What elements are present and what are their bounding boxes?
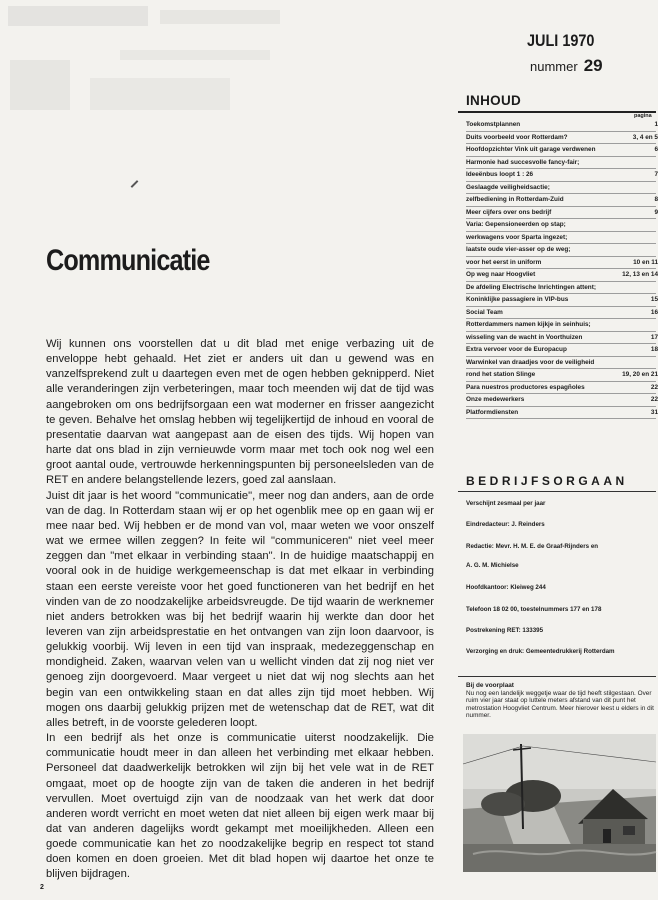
toc-item-title: Toekomstplannen [466, 121, 521, 128]
toc-item [466, 369, 656, 382]
issue-date: JULI 1970 [527, 31, 595, 50]
toc-item-title: Social Team [466, 308, 503, 316]
toc-item-title: Platformdiensten [466, 408, 519, 416]
toc-item-title: zelfbediening in Rotterdam-Zuid [466, 196, 564, 203]
colophon-line: Eindredacteur: J. Reinders [466, 521, 545, 528]
table-of-contents [466, 119, 656, 419]
cover-photo-image [463, 734, 656, 872]
toc-item-title: De afdeling Electrische Inrichtingen attent; [466, 283, 596, 291]
colophon-line: Telefoon 18 02 00, toestelnummers 177 en 178 [466, 606, 602, 613]
toc-item [466, 307, 656, 320]
toc-item-page: 17 [650, 333, 658, 341]
toc-item [466, 394, 656, 407]
toc-item-title: Warwinkel van draadjes voor de veiligheid [466, 358, 595, 366]
toc-item [466, 332, 656, 345]
article-title: Communicatie [46, 244, 210, 277]
toc-item-page: 31 [650, 408, 658, 416]
toc-item-page: 9 [654, 208, 658, 216]
toc-item-page: 18 [650, 346, 658, 353]
toc-item-title: Harmonie had succesvolle fancy-fair; [466, 158, 580, 166]
toc-item-page: 19, 20 en 21 [622, 371, 658, 378]
toc-item [466, 182, 656, 195]
colophon-line: A. G. M. Michielse [466, 562, 519, 569]
toc-item-title: Extra vervoer voor de Europacup [466, 346, 567, 353]
article-paragraph: In een bedrijf als het onze is communicatie uiterst noodzakelijk. Die communicatie houdt meer in dan alleen het verbinding met elkaar hebben. Personeel dat daadwerkelijk betrokken wil zijn bij het vele wat in de RET omgaat, moet op de hoogte zijn van de taken die anderen in het bedrijf vervullen. Moet overtuigd zijn van de noodzaak van het werk dat door anderen wordt verricht en moet weten dat niet alleen bij eigen werk maar bij dat van anderen dagelijks wordt gekampt met moeilijkheden. Alleen een goede communicatie kan het zo noodzakelijke begrip en respect tot stand doen komen en doen groeien. Met dit blad hopen wij daartoe het onze te blijven bijdragen. [46, 732, 434, 881]
colophon-divider [458, 491, 656, 492]
caption-divider [458, 676, 656, 677]
toc-item [466, 319, 656, 332]
toc-item [466, 344, 656, 357]
toc-item-page: 16 [650, 308, 658, 316]
toc-item-title: Onze medewerkers [466, 396, 525, 403]
colophon-line: Redactie: Mevr. H. M. E. de Graaf-Rijnders en [466, 543, 599, 550]
toc-item [466, 119, 656, 132]
article-paragraph: Juist dit jaar is het woord "communicatie", meer nog dan anders, aan de orde van de dag. In Rotterdam staan wij er op het ogenblik mee op en gaan wij er mee naar bed. Wij hebben er de mond van vol, maar weten we voor onszelf wat we ermee willen zeggen? In feite wil "communiceren" niet veel meer zeggen dan "met elkaar in verbinding staan". In de huidige maatschappij en vooral ook in de huidige werkgemeenschap is dat met elkaar in verbinding staan een eerste vereiste voor het goed functioneren van het bedrijf en het vinden van de zo noodzakelijke arbeidsvreugde. De tijd waarin de werknemer niet anders betrokken was bij het bedrijf waarin hij werkte dan door het leveren van zijn arbeidsprestatie en het ontvangen van zijn loon daarvoor, is gelukkig voorbij. Wij leven in een tijd van inspraak, medezeggenschap en mondigheid. Zaken, waarvan velen van u wellicht vinden dat zij nog niet ver genoeg zijn doorgevoerd. Maar vergeet u niet dat wij nog slechts aan het begin van een ontwikkeling staan en dat alles zijn tijd moet hebben. Wij mogen ons daarbij gelukkig prijzen met de wetenschap dat de RET, wat dit alles betreft, in de voorste gelederen loopt. [46, 489, 434, 729]
faint-print-through [0, 0, 310, 150]
toc-item-page: 22 [650, 396, 658, 403]
colophon-line: Postrekening RET: 133395 [466, 627, 544, 634]
toc-item [466, 207, 656, 220]
toc-item [466, 194, 656, 207]
toc-item-title: Meer cijfers over ons bedrijf [466, 208, 552, 216]
colophon-title: BEDRIJFSORGAAN [466, 474, 628, 488]
toc-item-title: Para nuestros productores espagñoles [466, 383, 585, 391]
toc-title: INHOUD [466, 93, 522, 108]
toc-item-title: Op weg naar Hoogvliet [466, 271, 536, 278]
toc-item-title: werkwagens voor Sparta ingezet; [466, 233, 568, 241]
article-paragraph: Wij kunnen ons voorstellen dat u dit blad met enige verbazing uit de enveloppe hebt gehaald. Het ziet er anders uit dan u gewend was en vanzelfsprekend zult u daartegen even met de ogen hebben geknipperd. Niet alle veranderingen zijn verbeteringen, maar toch meenden wij dat de tijd was aangebroken om ons bedrijfsorgaan een wat moderner en frisser aangezicht te geven. Behalve het omslag hebben wij tegelijkertijd de inhoud en vooral de presentatie daarvan wat aangepast aan de eisen des tijds. Wij hopen van harte dat ons blad in zijn vernieuwde vorm maar met toch ook nog wel een groot aantal oude, vertrouwde herkenningspunten bij personeelsleden van de RET en andere belangstellende lezers, goed zal aanslaan. [46, 338, 434, 487]
cover-caption-title: Bij de voorplaat [466, 682, 514, 689]
toc-item-page: 15 [650, 296, 658, 303]
toc-item-title: Koninklijke passagiere in VIP-bus [466, 296, 569, 303]
toc-item [466, 382, 656, 395]
toc-item [466, 219, 656, 232]
toc-item-title: voor het eerst in uniform [466, 258, 542, 266]
toc-item-page: 1 [654, 121, 658, 128]
toc-item-title: wisseling van de wacht in Voorthuizen [466, 333, 583, 341]
toc-item [466, 157, 656, 170]
colophon-line: Hoofdkantoor: Kleiweg 244 [466, 584, 546, 591]
stray-mark [131, 180, 139, 188]
page-number: 2 [40, 884, 44, 891]
toc-item [466, 357, 656, 370]
toc-item [466, 144, 656, 157]
toc-item-title: Ideeënbus loopt 1 : 26 [466, 171, 534, 178]
toc-item-title: Hoofdopzichter Vink uit garage verdwenen [466, 146, 596, 153]
toc-item [466, 132, 656, 145]
toc-item [466, 244, 656, 257]
toc-page-label: pagina [634, 113, 652, 119]
toc-item [466, 232, 656, 245]
cover-caption [466, 682, 656, 720]
toc-item [466, 269, 656, 282]
toc-item-page: 7 [654, 171, 658, 178]
toc-item [466, 257, 656, 270]
toc-item-page: 22 [650, 383, 658, 391]
toc-item-title: Geslaagde veiligheidsactie; [466, 183, 550, 191]
cover-photo [463, 734, 656, 872]
article-body [46, 337, 434, 883]
toc-item-title: Varia: Gepensioneerden op stap; [466, 221, 566, 228]
toc-item-page: 6 [654, 146, 658, 153]
toc-item [466, 169, 656, 182]
toc-item-page: 8 [654, 196, 658, 203]
toc-item-title: Duits voorbeeld voor Rotterdam? [466, 133, 568, 141]
toc-divider [458, 111, 656, 113]
toc-item [466, 294, 656, 307]
cover-caption-text: Nu nog een landelijk weggetje waar de tijd heeft stilgestaan. Over ruim vier jaar staat op luttele meters afstand van dit punt het metrostation Hoogvliet Centrum. Meer hierover leest u elders in dit nummer. [466, 689, 654, 720]
toc-item-title: laatste oude vier-asser op de weg; [466, 246, 571, 253]
toc-item-page: 10 en 11 [633, 258, 658, 266]
colophon-line: Verschijnt zesmaal per jaar [466, 500, 546, 507]
toc-item-title: Rotterdammers namen kijkje in seinhuis; [466, 321, 591, 328]
issue-number-value: 29 [583, 56, 603, 75]
issue-number [530, 56, 603, 76]
toc-item [466, 407, 656, 420]
toc-item [466, 282, 656, 295]
colophon-line: Verzorging en druk: Gemeentedrukkerij Rotterdam [466, 648, 615, 655]
toc-item-page: 12, 13 en 14 [622, 271, 658, 278]
issue-number-label: nummer [530, 59, 578, 74]
toc-item-title: rond het station Slinge [466, 371, 536, 378]
toc-item-page: 3, 4 en 5 [632, 133, 658, 141]
